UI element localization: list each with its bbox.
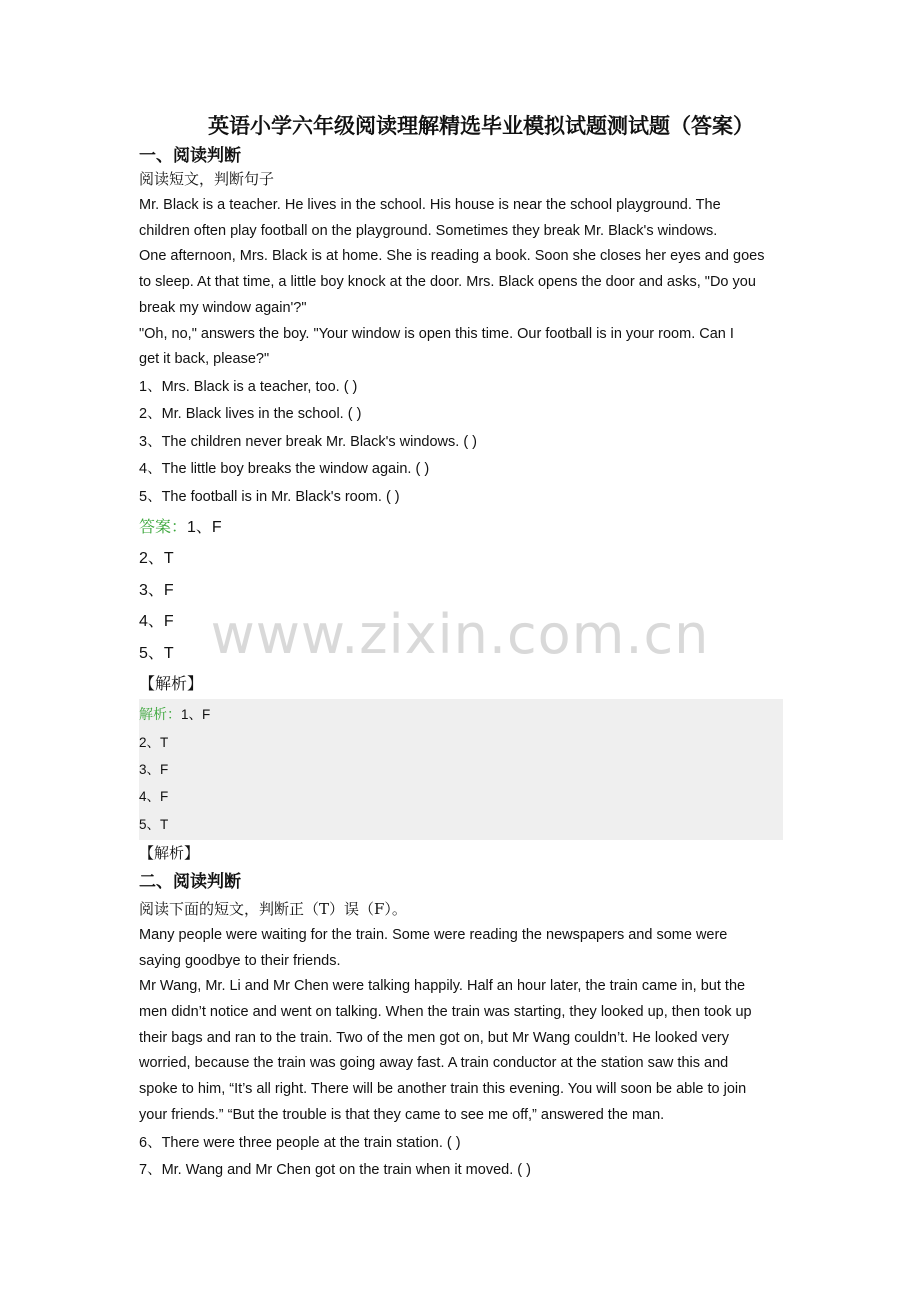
- question-item: 2、Mr. Black lives in the school. ( ): [139, 406, 362, 423]
- document-page: [139, 112, 783, 1184]
- section1-passage: [139, 193, 783, 373]
- answer-label: 答案：: [139, 516, 188, 536]
- passage-line: your friends.” “But the trouble is that they came to see me off,” answered the man.: [139, 1106, 665, 1123]
- document-title: 英语小学六年级阅读理解精选毕业模拟试题测试题（答案）: [208, 113, 754, 138]
- analysis-item: 4、F: [139, 789, 169, 805]
- analysis-item: [139, 701, 783, 728]
- section2-heading: 二、阅读判断: [139, 871, 241, 892]
- answer-value: 1、F: [187, 518, 222, 536]
- passage-line: break my window again'?": [139, 299, 307, 316]
- question-item: 1、Mrs. Black is a teacher, too. ( ): [139, 378, 358, 395]
- passage-line: Many people were waiting for the train. Some were reading the newspapers and some were: [139, 926, 728, 943]
- section2-instruction: 阅读下面的短文，判断正（T）误（F）。: [139, 899, 407, 918]
- question-item: 7、Mr. Wang and Mr Chen got on the train when it moved. ( ): [139, 1161, 531, 1178]
- answer-item: [139, 512, 783, 544]
- analysis-item: 5、T: [139, 816, 169, 832]
- section1-heading: 一、阅读判断: [139, 146, 241, 166]
- answer-item: 2、T: [139, 550, 174, 568]
- answer-item: 5、T: [139, 644, 174, 662]
- analysis-heading: 【解析】: [139, 674, 204, 694]
- section2-passage: [139, 923, 783, 1129]
- passage-line: their bags and ran to the train. Two of the men got on, but Mr Wang couldn’t. He looked very: [139, 1029, 729, 1046]
- analysis-value: 1、F: [181, 707, 211, 723]
- passage-line: "Oh, no," answers the boy. "Your window is open this time. Our football is in your room. Can I: [139, 325, 734, 342]
- passage-line: saying goodbye to their friends.: [139, 952, 341, 969]
- analysis-item: 2、T: [139, 734, 169, 750]
- passage-line: children often play football on the playground. Sometimes they break Mr. Black's windows.: [139, 222, 718, 239]
- passage-line: Mr Wang, Mr. Li and Mr Chen were talking happily. Half an hour later, the train came in, but the: [139, 978, 746, 995]
- passage-line: spoke to him, “It’s all right. There will be another train this evening. You will soon be able to join: [139, 1081, 747, 1098]
- passage-line: to sleep. At that time, a little boy knock at the door. Mrs. Black opens the door and asks, "Do you: [139, 274, 756, 291]
- answer-item: 4、F: [139, 613, 174, 631]
- section2-questions: [139, 1130, 783, 1185]
- passage-line: men didn’t notice and went on talking. When the train was starting, they looked up, then took up: [139, 1004, 752, 1021]
- passage-line: worried, because the train was going away fast. A train conductor at the station saw this and: [139, 1055, 729, 1072]
- analysis-item: 3、F: [139, 762, 169, 778]
- analysis-label: 解析：: [139, 707, 181, 724]
- question-item: 6、There were three people at the train station. ( ): [139, 1134, 461, 1151]
- analysis-box: [139, 699, 783, 839]
- watermark: www.zixin.com.cn: [210, 603, 710, 666]
- section1-instruction: 阅读短文，判断句子: [139, 170, 275, 188]
- passage-line: Mr. Black is a teacher. He lives in the school. His house is near the school playground. The: [139, 197, 721, 213]
- question-item: 4、The little boy breaks the window again. ( ): [139, 461, 430, 478]
- answer-item: 3、F: [139, 581, 174, 599]
- passage-line: get it back, please?": [139, 351, 270, 368]
- question-item: 3、The children never break Mr. Black's windows. ( ): [139, 433, 478, 450]
- section1-questions: [139, 374, 783, 511]
- analysis-footer: 【解析】: [139, 843, 200, 862]
- passage-line: One afternoon, Mrs. Black is at home. She is reading a book. Soon she closes her eyes and goes: [139, 248, 765, 265]
- question-item: 5、The football is in Mr. Black's room. ( ): [139, 488, 400, 505]
- section1-answers: [139, 512, 783, 670]
